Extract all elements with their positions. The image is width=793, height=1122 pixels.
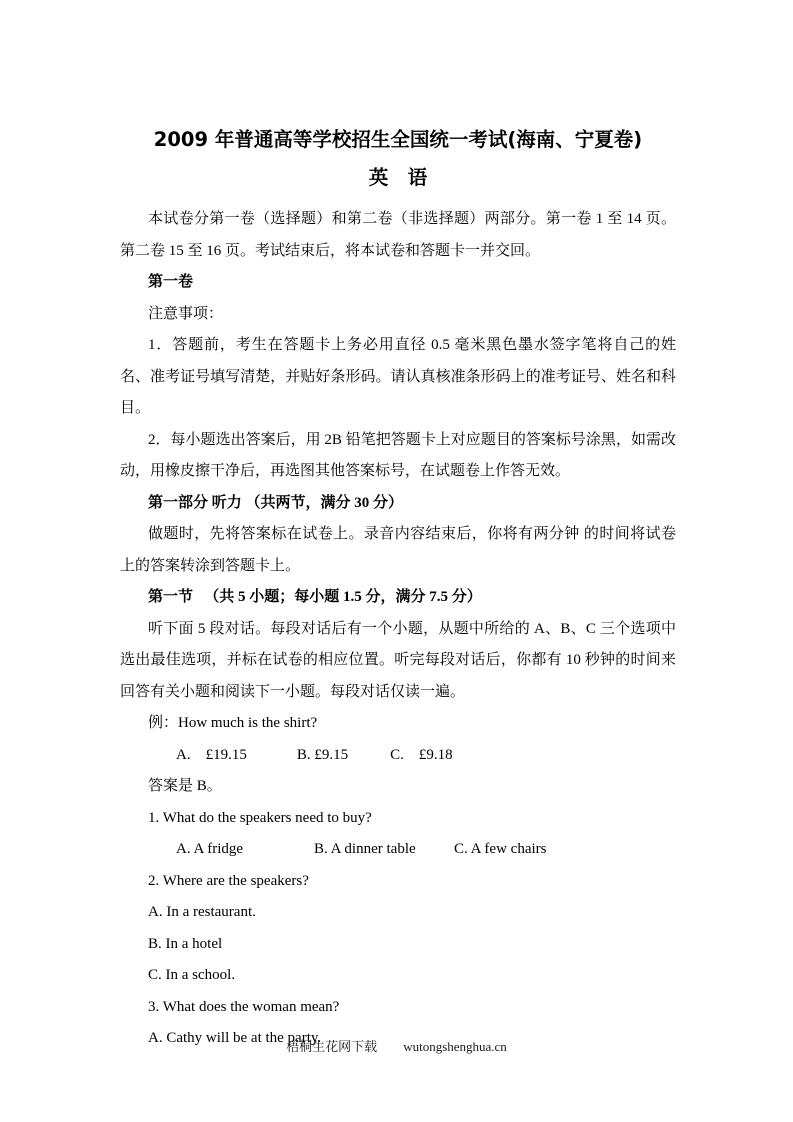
question-2-stem: 2. Where are the speakers? [148, 872, 309, 889]
question-2-option-b: B. In a hotel [148, 935, 223, 952]
example-options-row [120, 740, 676, 772]
question-1-options-row [120, 834, 676, 866]
page-title: 2009 年普通高等学校招生全国统一考试(海南、宁夏卷) [153, 128, 643, 151]
question-3-option-a: A. Cathy will be at the party. [148, 1030, 322, 1046]
footer-site-url: wutongshenghua.cn [403, 1039, 507, 1054]
page-subtitle: 英 语 [368, 165, 428, 189]
notice-item-1: 1．答题前，考生在答题卡上务必用直径 0.5 毫米黑色墨水签字笔将自己的姓名、准考证号填写清楚，并贴好条形码。请认真核准条形码上的准考证号、姓名和科目。 [120, 337, 676, 416]
footer-site-name: 梧桐生花网下载 [286, 1039, 378, 1054]
page-footer [0, 1036, 793, 1055]
intro-paragraph: 本试卷分第一卷（选择题）和第二卷（非选择题）两部分。第一卷 1 至 14 页。第二卷 15 至 16 页。考试结束后，将本试卷和答题卡一并交回。 [120, 211, 676, 259]
question-2-option-c: C. In a school. [148, 967, 236, 983]
part-one-heading: 第一部分 听力 （共两节，满分 30 分） [148, 494, 404, 511]
example-option-a: A. £19.15 [176, 746, 247, 763]
question-2-option-a: A. In a restaurant. [148, 904, 256, 920]
example-answer: 答案是 B。 [148, 778, 222, 794]
part-one-instruction: 做题时，先将答案标在试卷上。录音内容结束后，你将有两分钟 的时间将试卷上的答案转涂到答题卡上。 [120, 526, 676, 574]
question-1-option-a: A. A fridge [176, 841, 244, 857]
example-option-c: C. £9.18 [390, 746, 453, 763]
example-option-b: B. £9.15 [296, 746, 349, 763]
section-heading-paper-one: 第一卷 [148, 274, 194, 290]
section-one-instruction: 听下面 5 段对话。每段对话后有一个小题，从题中所给的 A、B、C 三个选项中选出最佳选项，并标在试卷的相应位置。听完每段对话后，你都有 10 秒钟的时间来回答有关小题和阅读下一小题。每段对话仅读一遍。 [120, 620, 676, 700]
question-1-stem: 1. What do the speakers need to buy? [148, 809, 372, 826]
document-body [120, 0, 676, 1055]
question-3-stem: 3. What does the woman mean? [148, 998, 340, 1015]
notice-heading: 注意事项： [148, 305, 224, 322]
question-1-option-c: C. A few chairs [454, 841, 547, 857]
example-question: 例：How much is the shirt? [148, 715, 318, 731]
section-one-heading: 第一节 （共 5 小题；每小题 1.5 分，满分 7.5 分） [148, 589, 482, 605]
question-1-option-b: B. A dinner table [314, 841, 416, 857]
notice-item-2: 2．每小题选出答案后，用 2B 铅笔把答题卡上对应题目的答案标号涂黑，如需改动，用橡皮擦干净后，再选图其他答案标号，在试题卷上作答无效。 [120, 431, 676, 479]
